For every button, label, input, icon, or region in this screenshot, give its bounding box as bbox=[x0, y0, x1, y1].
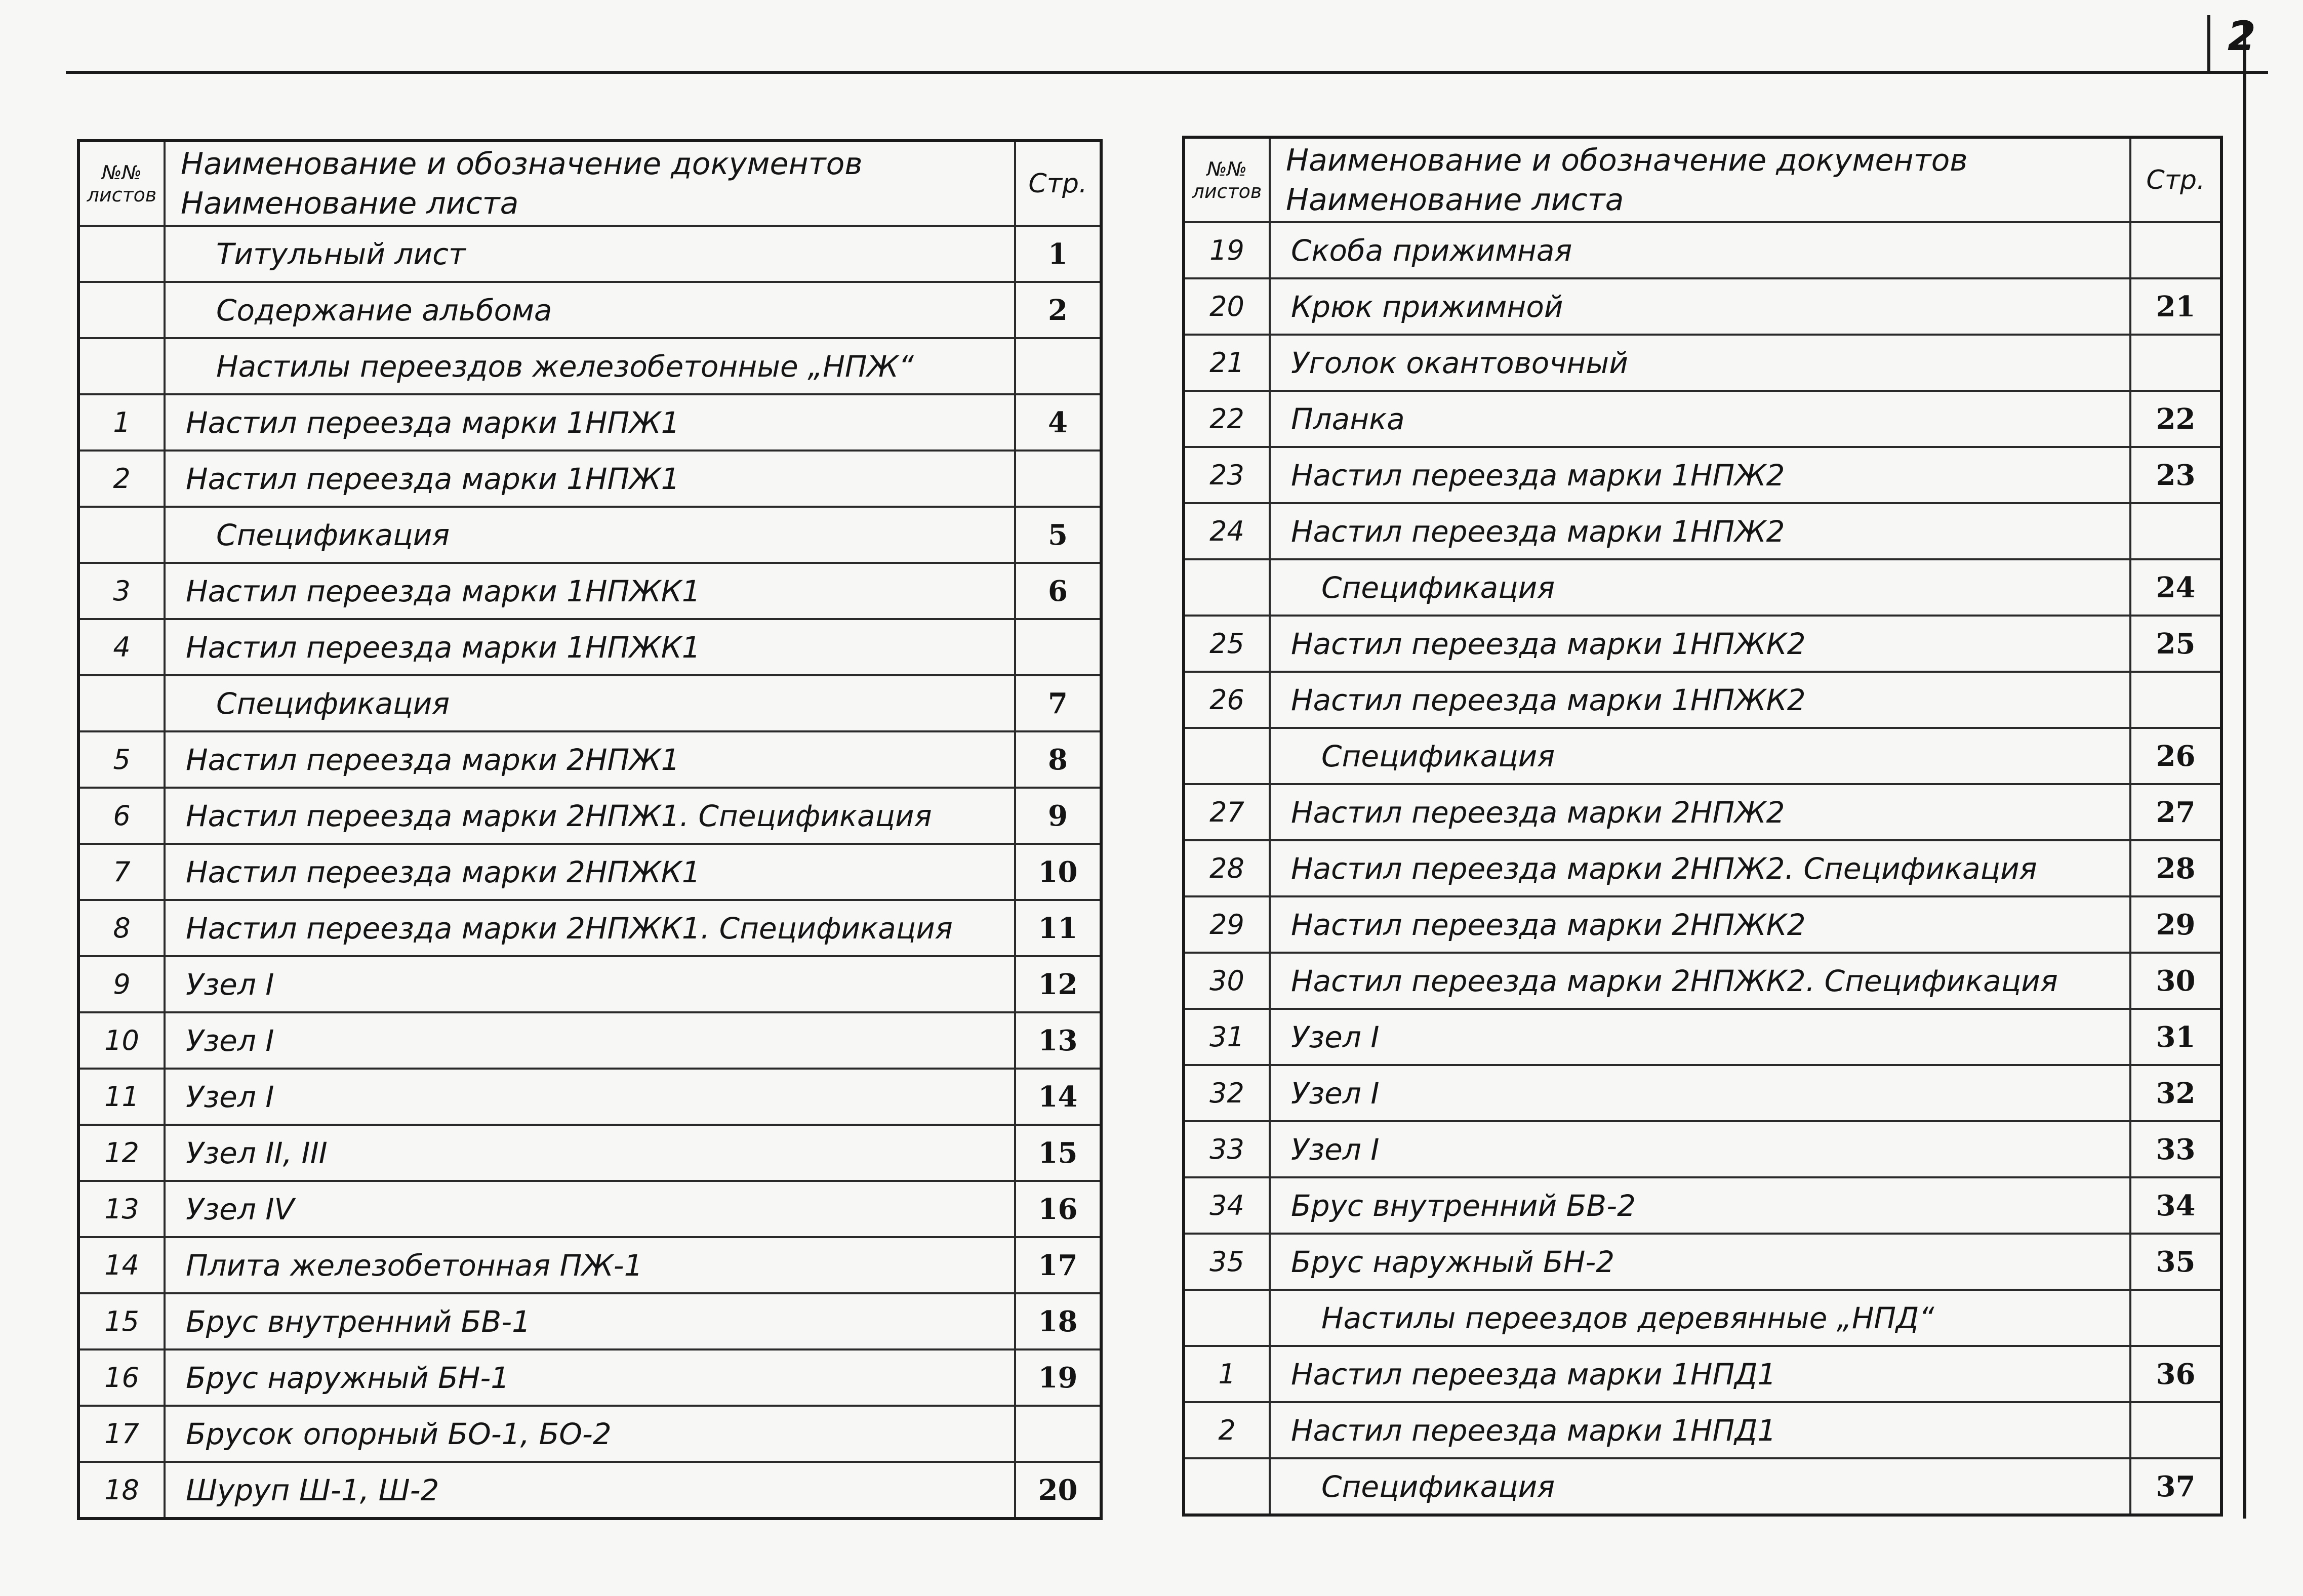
page-number-cell: 24 bbox=[2130, 559, 2221, 616]
page-number-cell: 11 bbox=[1015, 900, 1101, 956]
sheet-name-cell: Настил переезда марки 2НПЖК1 bbox=[165, 844, 1015, 900]
table-row bbox=[1184, 335, 2221, 391]
sheet-number-cell: 23 bbox=[1184, 447, 1270, 503]
page-number-cell: 25 bbox=[2130, 616, 2221, 672]
sheet-number-cell: 31 bbox=[1184, 1009, 1270, 1065]
sheet-number-cell: 8 bbox=[78, 900, 165, 956]
sheet-name-cell: Брус внутренний БВ-1 bbox=[165, 1293, 1015, 1349]
table-row bbox=[78, 731, 1101, 788]
sheet-number-cell: 2 bbox=[78, 451, 165, 507]
sheet-name-cell: Спецификация bbox=[1270, 728, 2130, 784]
sheet-number-cell: 1 bbox=[1184, 1346, 1270, 1402]
sheet-name-cell: Шуруп Ш-1, Ш-2 bbox=[165, 1462, 1015, 1519]
sheet-number-cell: 9 bbox=[78, 956, 165, 1012]
sheet-name-cell: Плита железобетонная ПЖ-1 bbox=[165, 1237, 1015, 1293]
table-row bbox=[1184, 559, 2221, 616]
table-row bbox=[1184, 1458, 2221, 1515]
page-number-cell: 7 bbox=[1015, 675, 1101, 731]
page-number-cell: 33 bbox=[2130, 1121, 2221, 1177]
table-row bbox=[78, 1293, 1101, 1349]
table-row bbox=[1184, 1009, 2221, 1065]
top-rule bbox=[66, 71, 2268, 74]
number-column-header bbox=[1184, 137, 1270, 222]
sheet-number-cell: 35 bbox=[1184, 1234, 1270, 1290]
sheet-number-cell: 12 bbox=[78, 1125, 165, 1181]
table-row bbox=[1184, 1290, 2221, 1346]
sheet-number-cell: 26 bbox=[1184, 672, 1270, 728]
sheet-name-cell: Узел IV bbox=[165, 1181, 1015, 1237]
sheet-name-cell: Настил переезда марки 1НПЖ1 bbox=[165, 451, 1015, 507]
sheet-number-cell: 5 bbox=[78, 731, 165, 788]
number-header-line1: №№ bbox=[101, 161, 142, 184]
page-number-cell: 2 bbox=[1015, 282, 1101, 338]
page-number-cell bbox=[2130, 335, 2221, 391]
sheet-number-cell: 34 bbox=[1184, 1177, 1270, 1234]
sheet-name-cell: Спецификация bbox=[165, 507, 1015, 563]
page-number-cell bbox=[2130, 1402, 2221, 1458]
sheet-name-cell: Спецификация bbox=[1270, 1458, 2130, 1515]
page-number-cell: 32 bbox=[2130, 1065, 2221, 1121]
sheet-name-cell: Брус внутренний БВ-2 bbox=[1270, 1177, 2130, 1234]
page-number-cell bbox=[2130, 222, 2221, 278]
page-number-cell: 31 bbox=[2130, 1009, 2221, 1065]
sheet-number-cell: 33 bbox=[1184, 1121, 1270, 1177]
page-number-cell: 27 bbox=[2130, 784, 2221, 840]
page-number-cell: 1 bbox=[1015, 226, 1101, 282]
page-number-cell: 19 bbox=[1015, 1349, 1101, 1406]
page-number-cell: 35 bbox=[2130, 1234, 2221, 1290]
page-number-cell: 18 bbox=[1015, 1293, 1101, 1349]
table-row bbox=[1184, 728, 2221, 784]
table-row bbox=[78, 451, 1101, 507]
number-header-line2: листов bbox=[1192, 180, 1262, 202]
sheet-number-cell: 22 bbox=[1184, 391, 1270, 447]
sheet-name-cell: Содержание альбома bbox=[165, 282, 1015, 338]
table-row bbox=[1184, 447, 2221, 503]
number-column-header bbox=[78, 141, 165, 226]
table-row bbox=[1184, 672, 2221, 728]
sheet-number-cell: 6 bbox=[78, 788, 165, 844]
sheet-number-cell: 13 bbox=[78, 1181, 165, 1237]
name-header-line1: Наименование и обозначение документов bbox=[1286, 142, 1968, 178]
table-row bbox=[78, 1069, 1101, 1125]
table-row bbox=[1184, 222, 2221, 278]
sheet-name-cell: Брус наружный БН-2 bbox=[1270, 1234, 2130, 1290]
sheet-number-cell bbox=[1184, 1290, 1270, 1346]
sheet-number-cell bbox=[78, 282, 165, 338]
sheet-name-cell: Настил переезда марки 2НПЖК2 bbox=[1270, 896, 2130, 953]
table-row bbox=[78, 282, 1101, 338]
table-row bbox=[78, 563, 1101, 619]
number-header-line1: №№ bbox=[1206, 157, 1247, 180]
page-number-cell: 26 bbox=[2130, 728, 2221, 784]
sheet-name-cell: Настил переезда марки 1НПЖК2 bbox=[1270, 616, 2130, 672]
sheet-number-cell bbox=[78, 507, 165, 563]
page-number-cell bbox=[1015, 338, 1101, 394]
page-number-cell: 22 bbox=[2130, 391, 2221, 447]
sheet-number-cell: 30 bbox=[1184, 953, 1270, 1009]
table-row bbox=[78, 900, 1101, 956]
table-row bbox=[1184, 784, 2221, 840]
table-row bbox=[78, 1462, 1101, 1519]
sheet-name-cell: Брус наружный БН-1 bbox=[165, 1349, 1015, 1406]
sheet-name-cell: Настил переезда марки 2НПЖ1. Спецификация bbox=[165, 788, 1015, 844]
sheet-name-cell: Спецификация bbox=[1270, 559, 2130, 616]
table-row bbox=[1184, 1121, 2221, 1177]
table-header-row bbox=[1184, 137, 2221, 222]
sheet-number-cell: 18 bbox=[78, 1462, 165, 1519]
page-number-cell: 12 bbox=[1015, 956, 1101, 1012]
page-number-cell: 10 bbox=[1015, 844, 1101, 900]
table-row bbox=[1184, 616, 2221, 672]
page-number-cell: 13 bbox=[1015, 1012, 1101, 1069]
page-number-cell: 8 bbox=[1015, 731, 1101, 788]
sheet-name-cell: Настил переезда марки 1НПЖК1 bbox=[165, 619, 1015, 675]
name-header-line2: Наименование листа bbox=[181, 185, 519, 221]
sheet-name-cell: Планка bbox=[1270, 391, 2130, 447]
page-number-cell: 15 bbox=[1015, 1125, 1101, 1181]
sheet-number-cell: 19 bbox=[1184, 222, 1270, 278]
sheet-name-cell: Узел I bbox=[165, 1012, 1015, 1069]
name-header-line2: Наименование листа bbox=[1286, 182, 1624, 218]
name-column-header bbox=[1270, 137, 2130, 222]
right-border-rule bbox=[2243, 20, 2246, 1519]
page-number-cell: 34 bbox=[2130, 1177, 2221, 1234]
contents-table-left bbox=[77, 139, 1103, 1520]
sheet-number-cell: 29 bbox=[1184, 896, 1270, 953]
table-row bbox=[1184, 1346, 2221, 1402]
sheet-number-cell: 17 bbox=[78, 1406, 165, 1462]
name-column-header bbox=[165, 141, 1015, 226]
table-row bbox=[1184, 391, 2221, 447]
table-row bbox=[1184, 953, 2221, 1009]
table-row bbox=[78, 1349, 1101, 1406]
sheet-name-cell: Настил переезда марки 1НПД1 bbox=[1270, 1402, 2130, 1458]
page-number-cell: 29 bbox=[2130, 896, 2221, 953]
sheet-name-cell: Настил переезда марки 1НПД1 bbox=[1270, 1346, 2130, 1402]
page-number-cell: 16 bbox=[1015, 1181, 1101, 1237]
table-row bbox=[78, 1125, 1101, 1181]
table-row bbox=[1184, 1402, 2221, 1458]
sheet-number: 2 bbox=[2228, 13, 2256, 60]
name-header-line1: Наименование и обозначение документов bbox=[181, 146, 863, 182]
table-row bbox=[78, 788, 1101, 844]
table-row bbox=[78, 394, 1101, 451]
page-number-cell: 37 bbox=[2130, 1458, 2221, 1515]
sheet-name-cell: Узел I bbox=[165, 956, 1015, 1012]
contents-table-right bbox=[1182, 136, 2223, 1517]
sheet-number-cell: 25 bbox=[1184, 616, 1270, 672]
table-row bbox=[1184, 896, 2221, 953]
table-row bbox=[1184, 840, 2221, 896]
page-number-cell: 20 bbox=[1015, 1462, 1101, 1519]
table-row bbox=[1184, 503, 2221, 559]
sheet-name-cell: Титульный лист bbox=[165, 226, 1015, 282]
sheet-number-divider bbox=[2207, 15, 2210, 71]
table-header-row bbox=[78, 141, 1101, 226]
sheet-name-cell: Настил переезда марки 1НПЖ2 bbox=[1270, 503, 2130, 559]
sheet-name-cell: Настил переезда марки 2НПЖ2 bbox=[1270, 784, 2130, 840]
sheet-name-cell: Уголок окантовочный bbox=[1270, 335, 2130, 391]
page-number-cell: 17 bbox=[1015, 1237, 1101, 1293]
sheet-number-cell bbox=[78, 226, 165, 282]
table-row bbox=[78, 1012, 1101, 1069]
page-number-cell bbox=[1015, 619, 1101, 675]
page-number-cell bbox=[1015, 451, 1101, 507]
page-number-cell bbox=[2130, 503, 2221, 559]
sheet-name-cell: Настил переезда марки 2НПЖ1 bbox=[165, 731, 1015, 788]
page-number-cell: 4 bbox=[1015, 394, 1101, 451]
sheet-name-cell: Настилы переездов железобетонные „НПЖ“ bbox=[165, 338, 1015, 394]
table-row bbox=[78, 1181, 1101, 1237]
table-row bbox=[78, 338, 1101, 394]
page-number-cell: 21 bbox=[2130, 278, 2221, 335]
table-row bbox=[1184, 278, 2221, 335]
table-row bbox=[78, 956, 1101, 1012]
table-row bbox=[78, 675, 1101, 731]
sheet-name-cell: Скоба прижимная bbox=[1270, 222, 2130, 278]
sheet-number-cell: 24 bbox=[1184, 503, 1270, 559]
sheet-number-cell: 15 bbox=[78, 1293, 165, 1349]
sheet-name-cell: Узел I bbox=[1270, 1065, 2130, 1121]
sheet-name-cell: Узел I bbox=[1270, 1121, 2130, 1177]
page-number-cell: 28 bbox=[2130, 840, 2221, 896]
page-number-cell: 23 bbox=[2130, 447, 2221, 503]
sheet-name-cell: Спецификация bbox=[165, 675, 1015, 731]
table-row bbox=[1184, 1065, 2221, 1121]
page-number-cell: 5 bbox=[1015, 507, 1101, 563]
sheet-number-cell bbox=[1184, 728, 1270, 784]
sheet-number-cell: 10 bbox=[78, 1012, 165, 1069]
table-row bbox=[78, 507, 1101, 563]
sheet-name-cell: Брусок опорный БО-1, БО-2 bbox=[165, 1406, 1015, 1462]
sheet-number-cell: 28 bbox=[1184, 840, 1270, 896]
sheet-number-cell bbox=[78, 675, 165, 731]
sheet-name-cell: Узел II, III bbox=[165, 1125, 1015, 1181]
table-row bbox=[78, 619, 1101, 675]
sheet-number-cell: 14 bbox=[78, 1237, 165, 1293]
sheet-number-cell bbox=[1184, 1458, 1270, 1515]
sheet-name-cell: Узел I bbox=[1270, 1009, 2130, 1065]
sheet-number-cell: 3 bbox=[78, 563, 165, 619]
page-number-cell: 30 bbox=[2130, 953, 2221, 1009]
sheet-number-cell: 32 bbox=[1184, 1065, 1270, 1121]
page-number-cell bbox=[2130, 1290, 2221, 1346]
page-number-cell: 9 bbox=[1015, 788, 1101, 844]
sheet-name-cell: Узел I bbox=[165, 1069, 1015, 1125]
sheet-name-cell: Крюк прижимной bbox=[1270, 278, 2130, 335]
table-row bbox=[1184, 1234, 2221, 1290]
table-row bbox=[1184, 1177, 2221, 1234]
page-column-header: Стр. bbox=[1015, 141, 1101, 226]
sheet-number-cell bbox=[1184, 559, 1270, 616]
sheet-name-cell: Настил переезда марки 1НПЖ2 bbox=[1270, 447, 2130, 503]
number-header-line2: листов bbox=[87, 183, 157, 206]
page-column-header: Стр. bbox=[2130, 137, 2221, 222]
sheet-name-cell: Настил переезда марки 1НПЖ1 bbox=[165, 394, 1015, 451]
sheet-number-cell: 16 bbox=[78, 1349, 165, 1406]
table-row bbox=[78, 1237, 1101, 1293]
sheet-name-cell: Настил переезда марки 1НПЖК1 bbox=[165, 563, 1015, 619]
sheet-name-cell: Настил переезда марки 1НПЖК2 bbox=[1270, 672, 2130, 728]
sheet-name-cell: Настил переезда марки 2НПЖК2. Спецификация bbox=[1270, 953, 2130, 1009]
sheet-name-cell: Настилы переездов деревянные „НПД“ bbox=[1270, 1290, 2130, 1346]
table-row bbox=[78, 844, 1101, 900]
table-row bbox=[78, 226, 1101, 282]
sheet-number-cell: 4 bbox=[78, 619, 165, 675]
sheet-number-cell: 11 bbox=[78, 1069, 165, 1125]
sheet-number-cell: 21 bbox=[1184, 335, 1270, 391]
sheet-number-cell: 7 bbox=[78, 844, 165, 900]
sheet-number-cell: 27 bbox=[1184, 784, 1270, 840]
table-row bbox=[78, 1406, 1101, 1462]
sheet-number-cell bbox=[78, 338, 165, 394]
sheet-number-cell: 1 bbox=[78, 394, 165, 451]
sheet-name-cell: Настил переезда марки 2НПЖ2. Спецификация bbox=[1270, 840, 2130, 896]
sheet-name-cell: Настил переезда марки 2НПЖК1. Спецификация bbox=[165, 900, 1015, 956]
page-number-cell bbox=[1015, 1406, 1101, 1462]
page-number-cell: 6 bbox=[1015, 563, 1101, 619]
page-number-cell: 36 bbox=[2130, 1346, 2221, 1402]
sheet-number-cell: 20 bbox=[1184, 278, 1270, 335]
sheet-number-cell: 2 bbox=[1184, 1402, 1270, 1458]
page-number-cell bbox=[2130, 672, 2221, 728]
page-number-cell: 14 bbox=[1015, 1069, 1101, 1125]
